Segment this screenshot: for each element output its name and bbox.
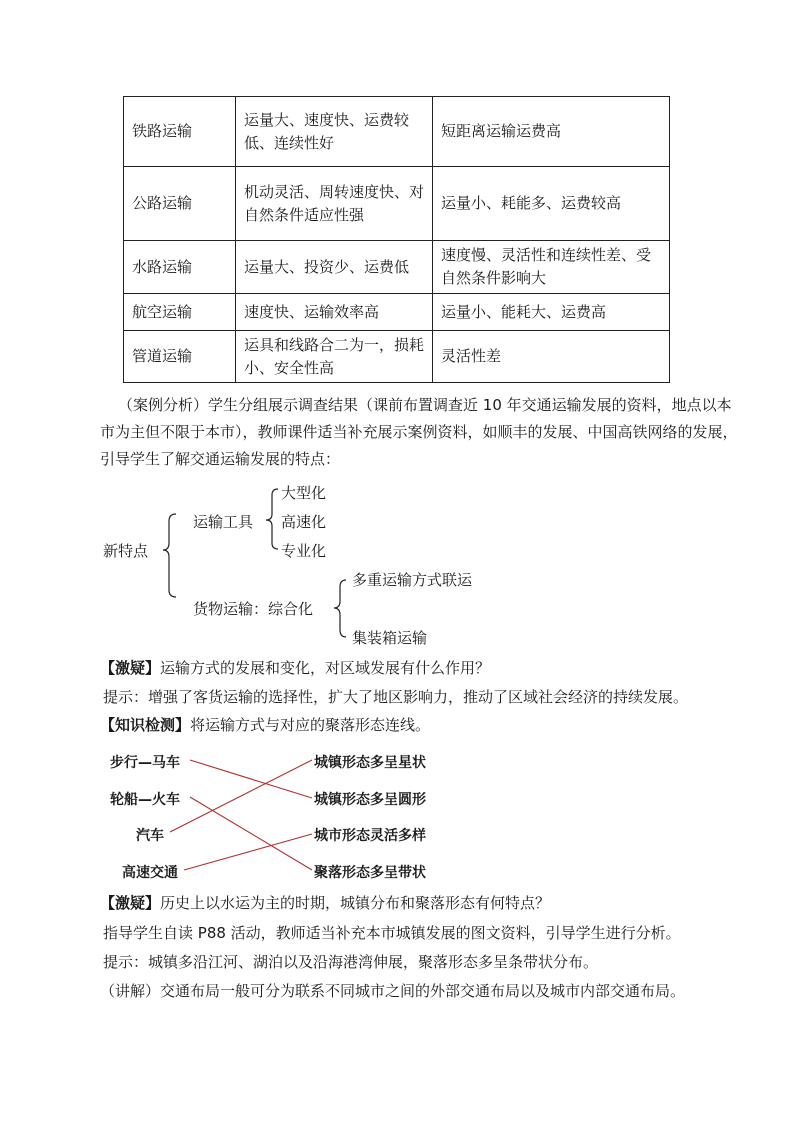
cargo-item: 多重运输方式联运: [352, 571, 473, 589]
tools-item: 大型化: [281, 484, 327, 502]
check-text: 将运输方式与对应的聚落形态连线。: [190, 716, 431, 734]
lecture-text: （讲解）交通布局一般可分为联系不同城市之间的外部交通布局以及城市内部交通布局。: [100, 982, 686, 1000]
match-right-item: 聚落形态多呈带状: [314, 865, 426, 881]
advantage-cell: 速度快、运输效率高: [236, 294, 433, 331]
advantage-cell: 运具和线路合二为一，损耗小、安全性高: [236, 331, 433, 383]
feature-root: 新特点: [103, 542, 149, 560]
advantage-cell: 机动灵活、周转速度快、对自然条件适应性强: [236, 167, 433, 241]
match-right-item: 城镇形态多呈星状: [314, 755, 426, 771]
mode-cell: 管道运输: [124, 331, 236, 383]
tools-label: 运输工具: [193, 513, 254, 531]
match-left-item: 步行—马车: [110, 755, 180, 771]
match-line: [184, 834, 312, 870]
disadvantage-cell: 灵活性差: [433, 331, 670, 383]
disadvantage-cell: 短距离运输运费高: [433, 97, 670, 167]
match-right-item: 城镇形态多呈圆形: [314, 792, 426, 808]
hint-2: 提示：城镇多沿江河、湖泊以及沿海港湾伸展，聚落形态多呈条带状分布。: [103, 953, 599, 971]
tools-item: 高速化: [281, 513, 327, 531]
mode-cell: 铁路运输: [124, 97, 236, 167]
question-tag: 【激疑】: [100, 894, 161, 912]
disadvantage-cell: 速度慢、灵活性和连续性差、受自然条件影响大: [433, 241, 670, 294]
match-line: [190, 797, 312, 870]
tools-item: 专业化: [281, 542, 327, 560]
question-text: 历史上以水运为主的时期，城镇分布和聚落形态有何特点？: [160, 894, 551, 912]
disadvantage-cell: 运量小、耗能多、运费较高: [433, 167, 670, 241]
advantage-cell: 运量大、速度快、运费较低、连续性好: [236, 97, 433, 167]
question-2: [100, 892, 550, 913]
match-left-item: 轮船—火车: [110, 792, 180, 808]
mode-cell: 公路运输: [124, 167, 236, 241]
match-left-item: 高速交通: [122, 865, 178, 881]
match-line: [170, 760, 312, 832]
question-text: 运输方式的发展和变化，对区域发展有什么作用？: [160, 659, 491, 677]
question-tag: 【激疑】: [100, 659, 161, 677]
guide-text: 指导学生自读 P88 活动，教师适当补充本市城镇发展的图文资料，引导学生进行分析。: [103, 924, 681, 942]
mode-cell: 水路运输: [124, 241, 236, 294]
cargo-label: 货物运输：综合化: [193, 600, 314, 618]
hint-1: 提示：增强了客货运输的选择性，扩大了地区影响力，推动了区域社会经济的持续发展。: [103, 688, 689, 706]
advantage-cell: 运量大、投资少、运费低: [236, 241, 433, 294]
match-line: [190, 760, 312, 798]
mode-cell: 航空运输: [124, 294, 236, 331]
disadvantage-cell: 运量小、能耗大、运费高: [433, 294, 670, 331]
match-right-item: 城市形态灵活多样: [314, 828, 426, 844]
cargo-item: 集装箱运输: [352, 629, 428, 647]
check-tag: 【知识检测】: [100, 716, 191, 734]
match-left-item: 汽车: [136, 828, 164, 844]
case-analysis-paragraph: （案例分析）学生分组展示调查结果（课前布置调查近 10 年交通运输发展的资料，地点以本市为主但不限于本市），教师课件适当补充展示案例资料，如顺丰的发展、中国高铁网络的发展，引导学生了解交通运输发展的特点：: [100, 396, 738, 468]
